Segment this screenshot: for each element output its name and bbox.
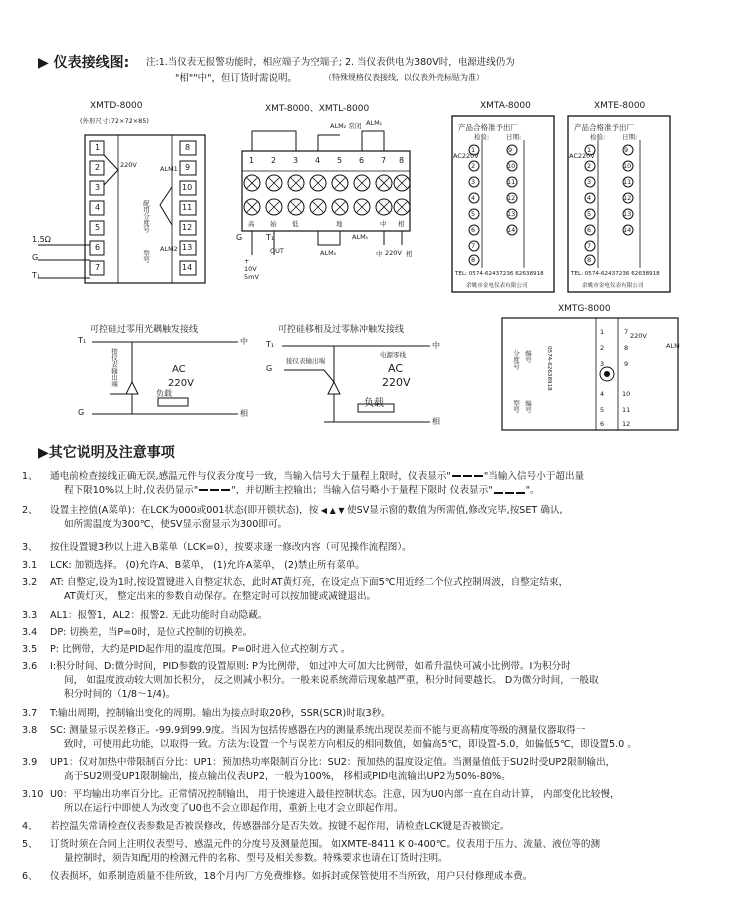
xmta-tel: TEL: 0574-62437236 62638918 — [455, 271, 544, 277]
note-number: 3.4 — [22, 627, 38, 638]
xmtd-terminal: 11 — [182, 203, 193, 212]
wiring-note-small: （特殊规格仪表接线，以仪表外壳标贴为准） — [324, 73, 484, 82]
note-text: T:输出周期，控制输出变化的周期。输出为接点时取20秒，SSR(SCR)时取3秒。 — [50, 708, 391, 719]
xmtd-resistor: 1.5Ω — [32, 235, 51, 244]
note-text: 所以在运行中即使人为改变了U0也不会立即起作用，重新上电才会立即起作用。 — [64, 803, 404, 814]
note-text: 积分时间的（1/8～1/4)。 — [64, 689, 176, 700]
note-text: AT黄灯灭， 整定出来的参数自动保存。在整定时可以按加键或减键退出。 — [64, 591, 377, 602]
xmte-terminal: 10 — [623, 162, 632, 170]
xmte-terminal: 11 — [623, 178, 632, 186]
scr2-ac: AC — [388, 362, 404, 375]
note-3-8-cont — [64, 738, 637, 752]
xmtg-diagram — [500, 300, 680, 432]
scr2-wiring-svg — [264, 322, 454, 432]
xmta-ac: AC220V — [453, 152, 479, 160]
note-3-6 — [22, 660, 571, 674]
xmtd-alm2: ALM2 — [160, 245, 178, 253]
scr1-xiang: 相 — [240, 409, 248, 418]
xmt-bottom-label: 始 — [270, 220, 277, 228]
xmta-company: 余姚市金电仪表有限公司 — [466, 283, 528, 289]
xmtd-side-label-2: 型号 — [142, 250, 150, 263]
xmte-terminal: 3 — [587, 178, 592, 186]
note-text: 程下限10%以上时,仪表仍显示" — [64, 485, 199, 496]
xmtd-terminal: 3 — [95, 183, 101, 192]
xmt-xiang: 相 — [406, 250, 413, 258]
xmta-cert: 产品合格准予出厂 — [458, 123, 518, 132]
note-text: 设置主控值(A菜单)：在LCK为000或001状态(即开锁状态)，按 — [50, 505, 319, 516]
xmt-alm2-bottom: ALM₂ — [320, 249, 337, 257]
xmta-terminal: 11 — [507, 178, 516, 186]
xmtg-terminal: 9 — [624, 360, 629, 368]
xmtg-tel: 0574-62638918 — [546, 346, 552, 391]
xmte-cert: 产品合格准予出厂 — [574, 123, 634, 132]
note-text: AL1：报警1，AL2：报警2. 无此功能时自动隐藏。 — [50, 610, 268, 621]
xmt-model: XMT-8000、XMTL-8000 — [265, 104, 370, 114]
xmt-mv: + — [244, 257, 250, 265]
note-text: 按住设置键3秒以上进入B菜单（LCK=0），按要求逐一修改内容（可见操作流程图）。 — [50, 542, 412, 553]
scr2-diagram — [264, 322, 454, 432]
scr2-v: 220V — [382, 376, 411, 389]
note-text: 量控制时，须告知配用的检测元件的名称、型号及相关参数。特殊要求也请在订货时注明。 — [64, 853, 448, 864]
note-text: SC: 测量显示误差修正。-99.9到99.9度。当因为包括传感器在内的测量系统出现误差而不能与更高精度等级的测量仪器取得一 — [50, 725, 586, 736]
xmtd-wiring-svg — [30, 95, 230, 295]
note-1 — [22, 470, 584, 484]
note-5-cont — [64, 852, 448, 866]
xmtd-side-label-1: 配用分度号 — [142, 200, 150, 233]
xmt-bottom-label: 地 — [336, 220, 343, 228]
xmtd-terminal: 1 — [95, 143, 101, 152]
xmta-terminal: 3 — [471, 178, 476, 186]
xmtd-terminal: 4 — [95, 203, 101, 212]
scr2-input: 接仪表输出端 — [286, 357, 325, 365]
scr1-v: 220V — [168, 378, 194, 389]
scr1-t1: T₁ — [78, 336, 87, 345]
xmt-terminal: 6 — [359, 156, 365, 165]
note-text: U0：平均输出功率百分比。正常情况控制输出， 用于快速进入最佳控制状态。注意，因为U0内部一直在自动计算， 内部变化比较慢， — [50, 789, 620, 800]
xmtg-terminal: 5 — [600, 406, 605, 414]
xmta-terminal: 7 — [471, 242, 476, 250]
note-text: "。 — [525, 485, 540, 496]
shift-key-icon: ◀ — [318, 506, 330, 515]
xmtd-terminal: 7 — [95, 263, 101, 272]
xmtd-220v: 220V — [120, 161, 137, 169]
xmte-terminal: 7 — [587, 242, 592, 250]
note-text: 使SV显示窗的数值为所需值,修改完毕,按SET 确认, — [347, 505, 563, 516]
xmte-jy: 检验: — [590, 133, 606, 141]
note-3-9-cont — [64, 770, 511, 784]
note-3-7 — [22, 707, 391, 721]
xmta-terminal: 8 — [471, 256, 476, 264]
note-3-10-cont — [64, 802, 403, 816]
xmtg-terminal: 6 — [600, 420, 605, 428]
xmt-g: G — [236, 233, 243, 242]
xmte-terminal: 1 — [587, 146, 592, 154]
note-3-8 — [22, 724, 585, 738]
xmte-terminal: 14 — [623, 226, 632, 234]
scr1-load: 负载 — [156, 389, 172, 398]
note-number: 2、 — [22, 505, 38, 516]
note-3-1 — [22, 559, 365, 573]
xmtg-terminal: 12 — [622, 420, 631, 428]
note-3-10 — [22, 788, 620, 802]
xmtd-terminal: 12 — [182, 223, 193, 232]
xmtg-220v: 220V — [630, 332, 647, 340]
xmtg-terminal: 4 — [600, 390, 605, 398]
note-5 — [22, 838, 600, 852]
xmt-terminal: 4 — [315, 156, 321, 165]
xmt-terminal: 1 — [249, 156, 255, 165]
xmte-ac: AC220V — [569, 152, 595, 160]
xmt-alm2-label: ALM₂ 常闭 — [330, 122, 362, 130]
note-number: 3.7 — [22, 708, 38, 719]
xmtg-side-b: 编号 — [524, 350, 532, 363]
xmt-t: T₁ — [266, 233, 275, 242]
xmtd-diagram — [30, 95, 230, 295]
xmtg-model: XMTG-8000 — [558, 304, 611, 314]
note-number: 4、 — [22, 821, 38, 832]
wiring-section-title: ▶ 仪表接线图: — [38, 55, 130, 71]
xmt-diagram — [230, 95, 430, 295]
note-text: 如所需温度为300℃，使SV显示窗显示为300即可。 — [64, 519, 288, 530]
xmtg-terminal: 11 — [622, 406, 631, 414]
note-text: AT: 自整定,设为1时,按设置键进入自整定状态，此时AT黄灯亮，在设定点下面5℃用近经二个位式控制周波，自整定结束， — [50, 577, 569, 588]
wiring-note-line1: 注:1.当仪表无报警功能时，相应端子为空端子; 2. 当仪表供电为380V时，电源进线仍为 — [146, 57, 515, 68]
xmtg-side-a: 分度号 — [512, 350, 520, 370]
xmtg-terminal: 7 — [624, 328, 629, 336]
xmt-terminal: 3 — [293, 156, 299, 165]
xmtg-terminal: 1 — [600, 328, 605, 336]
note-text: UP1：仅对加热中带限制百分比：UP1：预加热功率限制百分比：SU2：预加热的温度设定值。当测量值低于SU2时受UP2限制输出， — [50, 757, 616, 768]
scr1-g: G — [78, 408, 85, 417]
note-text: 通电前检查接线正确无误,感温元件与仪表分度号一致，当输入信号大于量程上限时，仪表显示" — [50, 471, 451, 482]
note-text: 致时，可使用此功能，以取得一致。方法为:设置一个与误差方向相反的相同数值，如偏高5℃，即设置-5.0，如偏低5℃，即设置5.0 。 — [64, 739, 637, 750]
note-3-6-cont — [64, 688, 175, 702]
scr2-zhong: 中 — [432, 341, 440, 350]
xmta-jy: 检验: — [474, 133, 490, 141]
xmtg-terminal: 10 — [622, 390, 631, 398]
xmte-terminal: 4 — [587, 194, 592, 202]
scr2-title: 可控硅移相及过零脉冲触发接线 — [278, 325, 405, 335]
wiring-note-line2: "相""中"，但订货时需说明。 — [175, 73, 297, 84]
note-4 — [22, 820, 510, 834]
xmte-terminal: 8 — [587, 256, 592, 264]
note-3 — [22, 541, 412, 555]
xmt-terminal: 2 — [271, 156, 277, 165]
up-key-icon: ▲ — [329, 506, 339, 515]
other-section-title: ▶其它说明及注意事项 — [38, 445, 175, 461]
note-text: 若控温失常请检查仪表参数是否被误修改，传感器部分是否失效。按键不起作用，请检查LCK键是否被锁定。 — [50, 821, 510, 832]
xmte-tel: TEL: 0574-62437236 62638918 — [571, 271, 660, 277]
note-6 — [22, 870, 532, 884]
xmta-terminal: 12 — [507, 194, 516, 202]
xmtd-terminal: 9 — [185, 163, 191, 172]
xmt-mv: 10V — [244, 265, 257, 273]
scr2-xiang: 相 — [432, 417, 440, 426]
note-text: LCK: 加锁选择。 (0)允许A、B菜单， (1)允许A菜单， (2)禁止所有菜单。 — [50, 560, 365, 571]
xmt-terminal: 7 — [381, 156, 387, 165]
scr1-diagram — [70, 322, 250, 432]
note-number: 5、 — [22, 839, 38, 850]
note-number: 3.6 — [22, 661, 38, 672]
scr1-ac: AC — [172, 364, 186, 375]
xmta-terminal: 5 — [471, 210, 476, 218]
note-text: 高于SU2则受UP1限制输出，接点输出仪表UP2，一般为100%， 移相或PID电流输出UP2为50%-80%。 — [64, 771, 511, 782]
scr1-title: 可控硅过零用光耦触发接线 — [90, 325, 199, 335]
scr2-power: 电源零线 — [380, 351, 406, 359]
note-text: 仪表损坏，如系制造质量不佳所致，18个月内厂方免费维修。如拆封或保管使用不当所致，用户只付修理成本费。 — [50, 871, 533, 882]
note-2 — [22, 504, 563, 518]
scr2-g: G — [266, 364, 273, 373]
xmta-terminal: 6 — [471, 226, 476, 234]
scr1-input: 接仪表输出端 — [110, 348, 118, 387]
xmtd-terminal: 10 — [182, 183, 193, 192]
xmta-terminal: 9 — [508, 146, 513, 154]
xmte-terminal: 2 — [587, 162, 592, 170]
xmt-mv: 5mV — [244, 273, 259, 281]
note-number: 3、 — [22, 542, 38, 553]
note-number: 6、 — [22, 871, 38, 882]
note-2-cont — [64, 518, 287, 532]
xmtg-side-c: 型号 — [512, 400, 520, 413]
note-text: P: 比例带，大约是PID起作用的温度范围。P=0时进入位式控制方式 。 — [50, 644, 351, 655]
xmta-terminal: 14 — [507, 226, 516, 234]
scr2-load: 负载 — [364, 398, 384, 409]
xmtg-side-d: 编号 — [524, 400, 532, 413]
xmte-diagram — [564, 100, 674, 295]
note-number: 3.3 — [22, 610, 38, 621]
note-3-6-cont — [64, 674, 599, 688]
note-3-9 — [22, 756, 615, 770]
note-1-cont — [64, 484, 540, 498]
note-3-3 — [22, 609, 267, 623]
xmtg-terminal: 2 — [600, 344, 605, 352]
note-number: 3.2 — [22, 577, 38, 588]
xmte-date: 日期: — [622, 133, 638, 141]
xmt-220v: 220V — [385, 249, 402, 257]
note-3-5 — [22, 643, 350, 657]
xmtd-model: XMTD-8000 — [90, 101, 143, 111]
xmte-terminal: 9 — [624, 146, 629, 154]
xmta-diagram — [448, 100, 558, 295]
xmt-bottom-label: 高 — [248, 220, 255, 228]
scr1-zhong: 中 — [240, 337, 248, 346]
xmtg-alm: ALM — [666, 342, 680, 350]
xmtg-terminal: 3 — [600, 360, 605, 368]
xmta-terminal: 1 — [471, 146, 476, 154]
xmtd-alm1: ALM1 — [160, 165, 178, 173]
note-text: I:积分时间、D:微分时间，PID参数的设置原则: P为比例带， 如过冲大可加大比例带，如希升温快可减小比例带。I为积分时 — [50, 661, 571, 672]
note-text: "当输入信号小于超出量 — [483, 471, 585, 482]
xmtd-g: G — [32, 253, 39, 262]
note-text: 间， 如温度波动较大则加长积分， 反之则减小积分。一般来说系统滞后现象越严重，积分时间要越长。 D为微分时间，一般取 — [64, 675, 599, 686]
note-3-2-cont — [64, 590, 376, 604]
note-number: 3.5 — [22, 644, 38, 655]
xmt-out: OUT — [270, 247, 284, 255]
xmt-terminal: 8 — [399, 156, 405, 165]
xmta-model: XMTA-8000 — [480, 101, 531, 111]
note-number: 3.9 — [22, 757, 38, 768]
xmtg-terminal: 8 — [624, 344, 629, 352]
xmta-terminal: 4 — [471, 194, 476, 202]
xmt-bottom-label: 低 — [292, 220, 299, 228]
down-key-icon: ▼ — [338, 506, 348, 515]
note-number: 1、 — [22, 471, 38, 482]
note-text: "，并切断主控输出；当输入信号略小于量程下限时 仪表显示" — [231, 485, 493, 496]
xmta-date: 日期: — [506, 133, 522, 141]
xmt-alm1-label: ALM₁ — [366, 119, 383, 127]
scr1-wiring-svg — [70, 322, 250, 432]
note-text: 订货时须在合同上注明仪表型号、感温元件的分度号及测量范围。 如XMTE-8411 K 0-400℃。仪表用于压力、流量、液位等的测 — [50, 839, 601, 850]
note-3-4 — [22, 626, 252, 640]
xmtd-terminal: 6 — [95, 243, 101, 252]
xmte-terminal: 5 — [587, 210, 592, 218]
xmte-model: XMTE-8000 — [594, 101, 646, 111]
note-number: 3.10 — [22, 789, 44, 800]
note-text: DP: 切换差，当P=0时，是位式控制的切换差。 — [50, 627, 253, 638]
xmte-terminal: 6 — [587, 226, 592, 234]
xmte-terminal: 12 — [623, 194, 632, 202]
xmt-zhong: 中 — [376, 250, 383, 258]
note-3-2 — [22, 576, 568, 590]
xmtd-terminal: 13 — [182, 243, 193, 252]
xmtd-terminal: 5 — [95, 223, 101, 232]
xmt-bottom-label: 相 — [398, 220, 405, 228]
xmtd-t: T₁ — [32, 271, 41, 280]
scr2-t1: T₁ — [266, 340, 275, 349]
note-number: 3.8 — [22, 725, 38, 736]
xmt-bottom-label: 中 — [380, 220, 387, 228]
xmtd-terminal: 14 — [182, 263, 193, 272]
xmta-terminal: 10 — [507, 162, 516, 170]
xmt-terminal: 5 — [337, 156, 343, 165]
xmte-terminal: 13 — [623, 210, 632, 218]
xmta-terminal: 13 — [507, 210, 516, 218]
xmta-terminal: 2 — [471, 162, 476, 170]
xmt-alm1-bottom: ALM₁ — [352, 233, 369, 241]
xmtd-terminal: 2 — [95, 163, 101, 172]
note-number: 3.1 — [22, 560, 38, 571]
xmte-company: 余姚市金电仪表有限公司 — [582, 283, 644, 289]
xmtd-terminal: 8 — [185, 143, 191, 152]
xmtd-size: (外形尺寸:72×72×85) — [80, 117, 149, 125]
